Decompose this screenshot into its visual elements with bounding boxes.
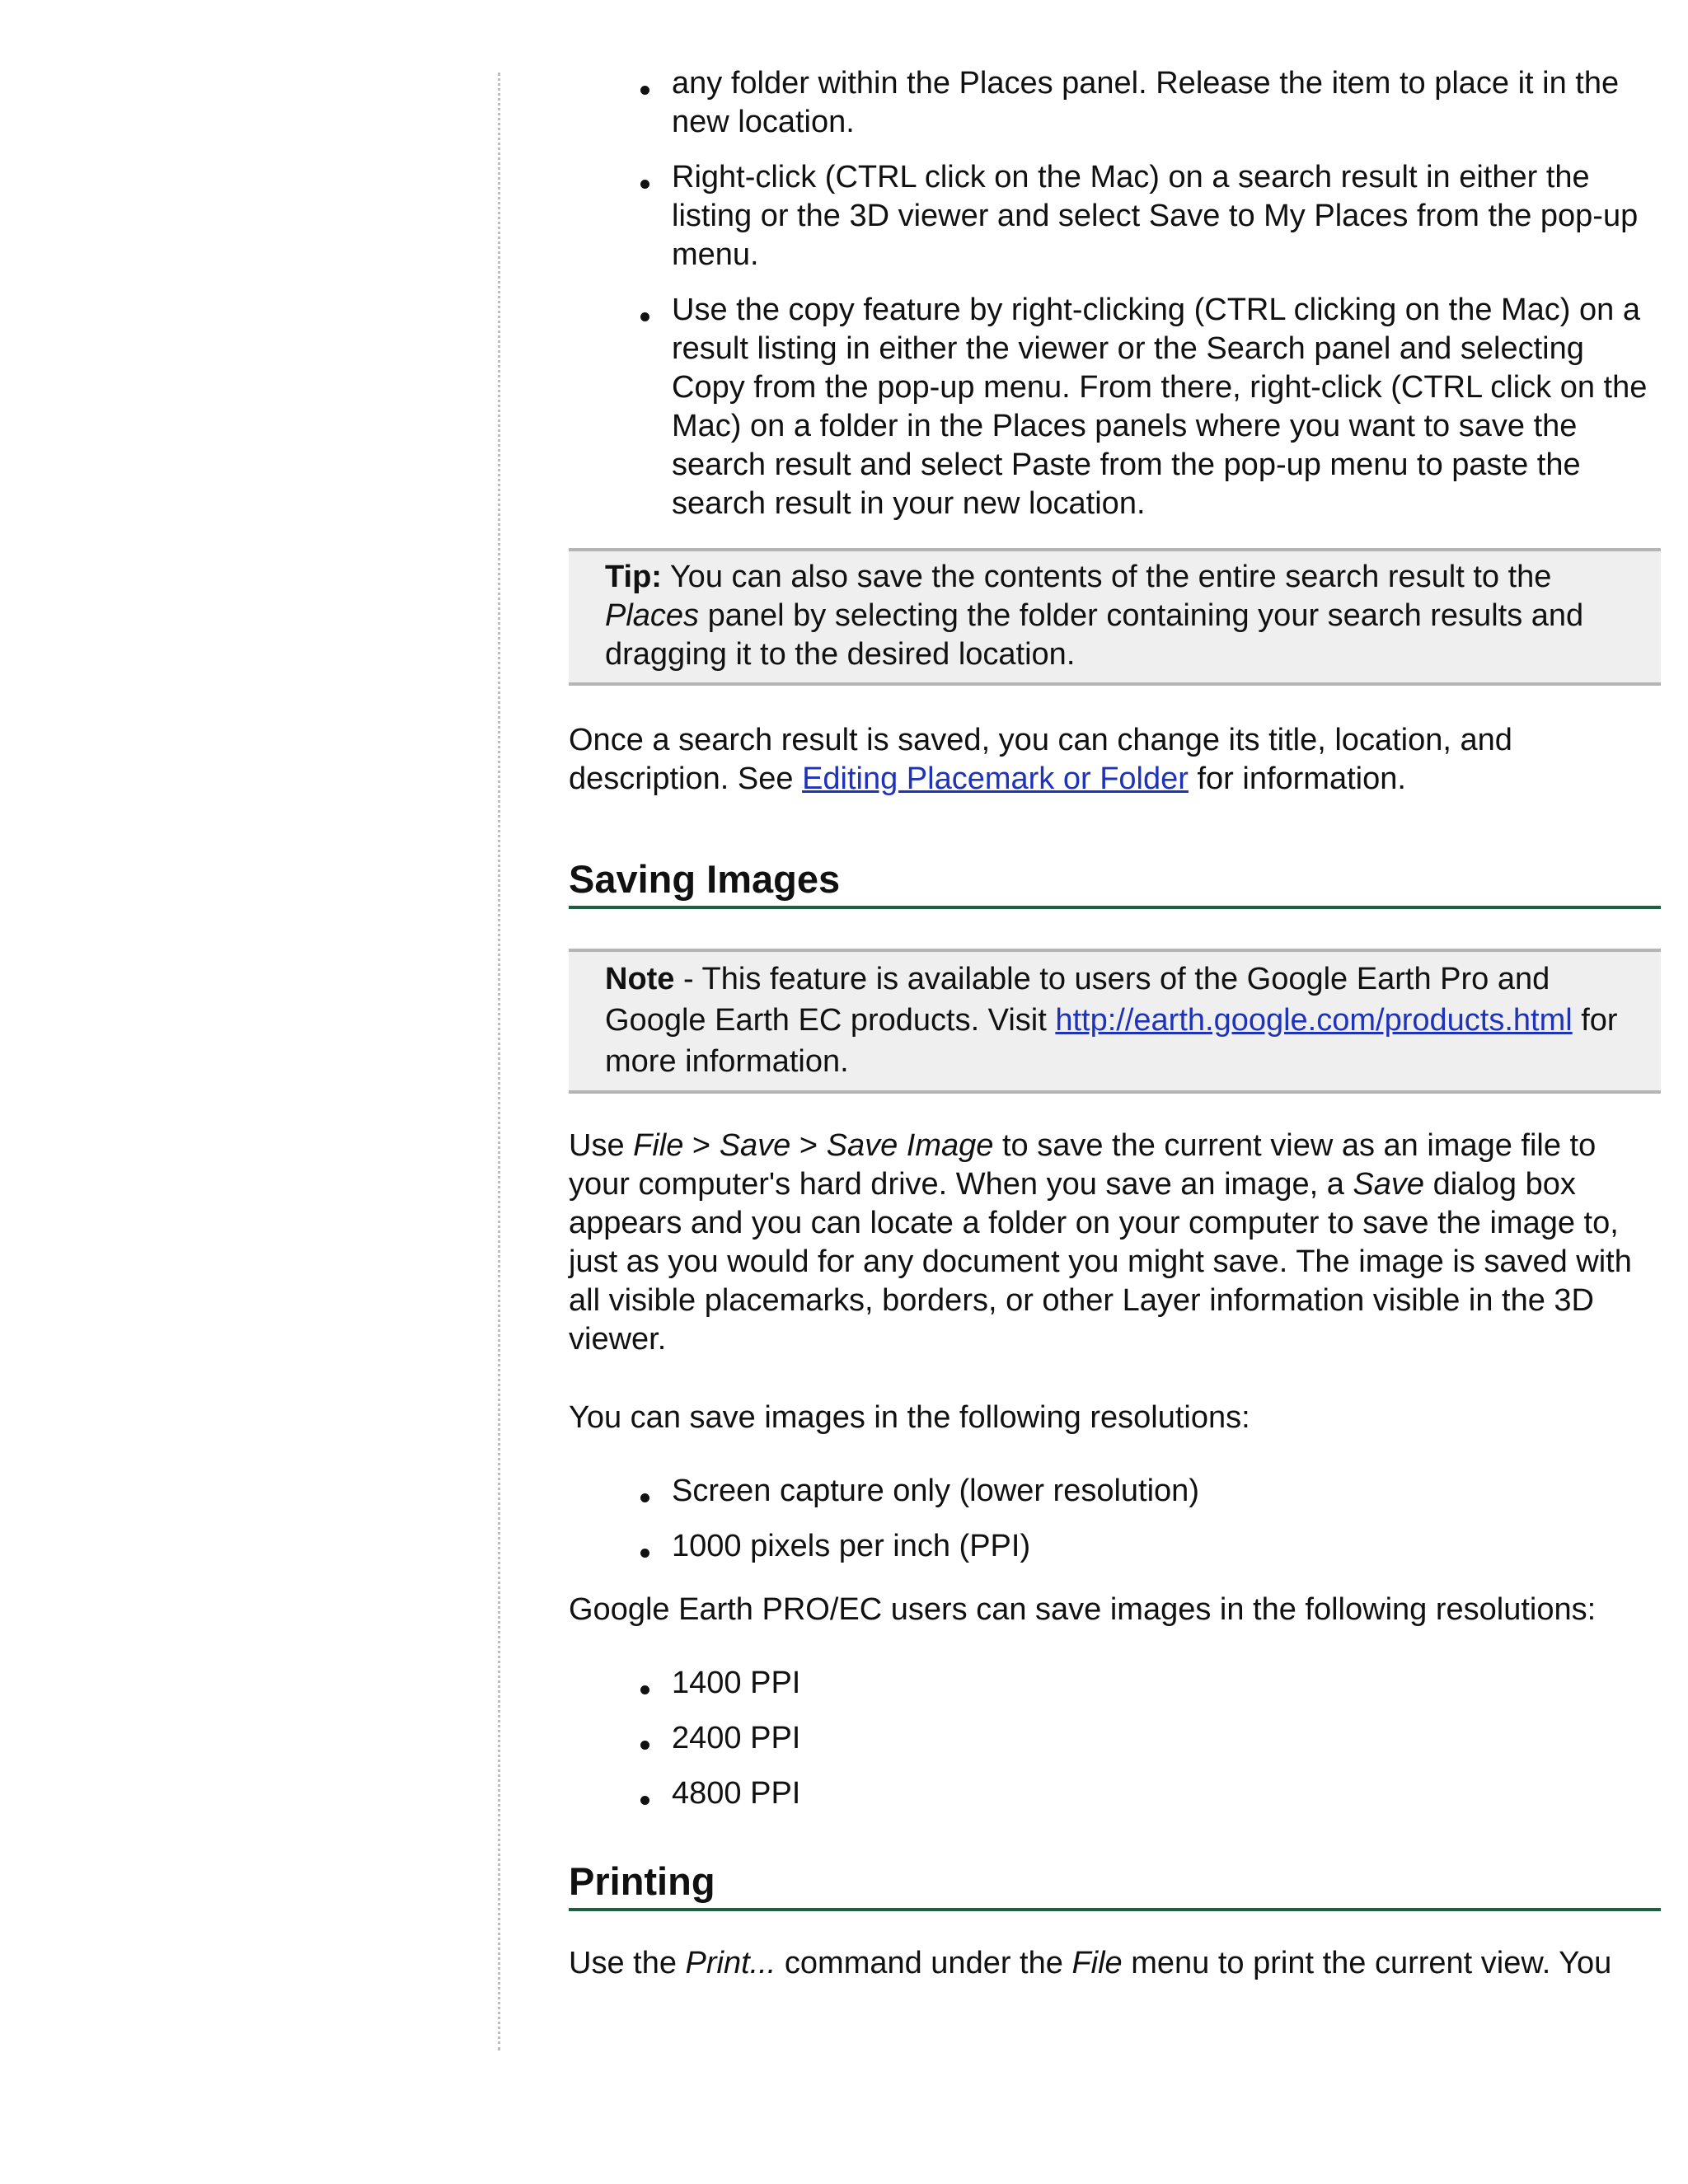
printing-paragraph bbox=[569, 1944, 1661, 1983]
resolutions-list bbox=[569, 1472, 1661, 1566]
pro-resolutions-list bbox=[569, 1664, 1661, 1813]
file-menu-ref: File bbox=[1071, 1946, 1123, 1980]
page-divider bbox=[498, 73, 500, 2050]
para-text: to save the current view as an image file to your computer's hard drive. When you save an image, a bbox=[569, 1128, 1597, 1202]
tip-box bbox=[569, 548, 1661, 686]
list-item: 4800 PPI bbox=[672, 1774, 1661, 1813]
saved-text: Once a search result is saved, you can change its title, location, and description. See bbox=[569, 723, 1512, 796]
note-label: Note bbox=[605, 962, 675, 996]
print-text: menu to print the current view. You bbox=[1122, 1946, 1612, 1980]
save-methods-list bbox=[569, 64, 1661, 523]
para-text: > bbox=[683, 1128, 720, 1163]
list-item: 1000 pixels per inch (PPI) bbox=[672, 1527, 1661, 1566]
file-menu-ref: File bbox=[633, 1128, 684, 1163]
saved-paragraph bbox=[569, 721, 1661, 799]
save-image-paragraph bbox=[569, 1127, 1661, 1359]
main-content bbox=[569, 64, 1661, 1983]
tip-label: Tip: bbox=[605, 560, 662, 594]
print-command-ref: Print... bbox=[685, 1946, 776, 1980]
tip-text-2: panel by selecting the folder containing your search results and dragging it to the desired location. bbox=[605, 598, 1584, 672]
para-text: > bbox=[790, 1128, 827, 1163]
editing-placemark-link[interactable]: Editing Placemark or Folder bbox=[802, 762, 1189, 796]
para-text: dialog box appears and you can locate a folder on your computer to save the image to, just as you would for any document you might save. The image is saved with all visible placemarks, borders, or other Layer information visible in the 3D viewer. bbox=[569, 1167, 1632, 1357]
save-image-menu-ref: Save Image bbox=[826, 1128, 994, 1163]
list-item: Use the copy feature by right-clicking (CTRL clicking on the Mac) on a result listing in either the viewer or the Search panel and selecting Copy from the pop-up menu. From there, right-click (CTRL click on the Mac) on a folder in the Places panels where you want to save the search result and select Paste from the pop-up menu to paste the search result in your new location. bbox=[672, 291, 1661, 523]
list-item: 1400 PPI bbox=[672, 1664, 1661, 1703]
list-item: Screen capture only (lower resolution) bbox=[672, 1472, 1661, 1511]
saved-text-2: for information. bbox=[1188, 762, 1406, 796]
save-menu-ref: Save bbox=[719, 1128, 791, 1163]
tip-text: You can also save the contents of the entire search result to the bbox=[661, 560, 1552, 594]
note-text-2: for more information. bbox=[605, 1003, 1618, 1079]
note-box bbox=[569, 949, 1661, 1094]
list-item: 2400 PPI bbox=[672, 1719, 1661, 1758]
list-item: any folder within the Places panel. Release the item to place it in the new location. bbox=[672, 64, 1661, 142]
list-item: Right-click (CTRL click on the Mac) on a search result in either the listing or the 3D viewer and select Save to My Places from the pop-up menu. bbox=[672, 158, 1661, 274]
resolutions-intro: You can save images in the following resolutions: bbox=[569, 1400, 1250, 1435]
save-dialog-ref: Save bbox=[1353, 1167, 1425, 1202]
pro-resolutions-intro: Google Earth PRO/EC users can save images in the following resolutions: bbox=[569, 1592, 1597, 1627]
para-text: Use bbox=[569, 1128, 634, 1163]
print-text: Use the bbox=[569, 1946, 686, 1980]
tip-places: Places bbox=[605, 598, 700, 633]
print-text: command under the bbox=[776, 1946, 1072, 1980]
products-link[interactable]: http://earth.google.com/products.html bbox=[1055, 1003, 1573, 1038]
saving-images-heading: Saving Images bbox=[569, 856, 1661, 909]
note-text: - This feature is available to users of the Google Earth Pro and Google Earth EC products. Visit bbox=[605, 962, 1550, 1038]
printing-heading: Printing bbox=[569, 1858, 1661, 1911]
